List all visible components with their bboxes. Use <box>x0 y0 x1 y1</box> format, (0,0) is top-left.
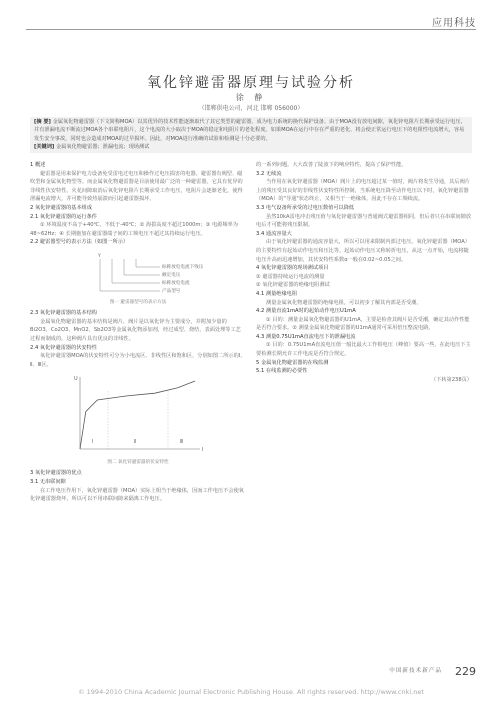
fig1-label-2: 标称放电电流下残压 <box>162 264 204 270</box>
section-4-3-title: 4.3 测量0.75U1mA直流电压下的泄漏电流 <box>256 333 356 340</box>
abstract-label: [摘 要] <box>34 119 51 125</box>
section-4-3-text: ① 目的：0.75U1mA直流电压值一般比最大工作相电压（峰值）要高一些，在此电压下主要检测长期允许工作电流是否符合规定。 <box>256 342 471 358</box>
right-column <box>256 161 472 384</box>
copyright: © 1994-2010 China Academic Journal Electronic Publishing House. All rights reserved. http://www.cnki.net <box>78 688 424 696</box>
author: 徐 静 <box>235 93 267 102</box>
journal-name: 中国新技术新产品 <box>389 668 442 674</box>
left-column <box>30 161 246 504</box>
section-4-2-title: 4.2 测量直流1mA时的起始动作电压U1mA <box>256 308 356 315</box>
region-2: Ⅱ <box>134 439 137 446</box>
section-2-title: 2 氧化锌避雷器的基本组成 <box>30 204 93 211</box>
section-1-title: 1 概述 <box>30 162 46 168</box>
section-4-2-text: ① 目的：测量金属氧化物避雷器的U1mA，主要是检查其阀片是否受潮，确定其动作性能是否符合要求。② 测量金属氧化物避雷器的U1mA通常可采用倍压整流电路。 <box>256 316 470 332</box>
section-3-2-title: 3.2 无续流 <box>256 170 282 177</box>
figure-1-caption: 图一 避雷器型号的表示方法 <box>109 299 167 305</box>
section-2-4-title: 2.4 氧化锌避雷器的伏安特性 <box>30 344 97 351</box>
section-5-title: 5 金属氧化物避雷器的在线监测 <box>256 359 329 366</box>
section-3-1-title: 3.1 无串联间隙 <box>30 479 66 486</box>
section-3-4-title: 3.4 通流容量大 <box>256 230 292 237</box>
continued-text: 的一系列问题。大大改善了陡波下的响应特性，提高了保护性能。 <box>256 162 407 168</box>
continued-note: （下转第238页） <box>430 376 472 383</box>
vi-curve <box>80 381 195 449</box>
paper-title: 氧化锌避雷器原理与试验分析 <box>147 75 355 91</box>
section-tag: 应用科技 <box>432 18 476 29</box>
section-2-2-title: 2.2 避雷器型号的表示方法（如图一所示） <box>30 239 129 246</box>
region-1: Ⅰ <box>92 439 94 446</box>
section-2-1-title: 2.1 氧化锌避雷器的运行条件 <box>30 213 97 220</box>
section-5-1-title: 5.1 在线监测的必要性 <box>256 368 308 375</box>
section-4-title: 4 氧化锌避雷器的现场测试项目 <box>256 265 329 272</box>
abstract-text: 金属氧化物避雷器（下文简称MOA）以其优异的技术性能逐渐取代了其它类型的避雷器，成为电力系统的换代保护设备。由于MOA没有放电间隙，氧化锌电阻片长期承受运行电压，并有泄漏电流不断流过MOA各个串联电阻片，这个电流的大小取决于MOA的稳定和电阻片的老化程度。如果MOA在运行中存在严重的老化、将会使正常运行电压下的电阻性电流增大，容易发生安全事故，同时也会造成对MOA的过早损坏。因此，对MOA进行准确的试验和检测是十分必要的。 <box>34 119 466 142</box>
section-2-1-text: ① 环境温度不高于+40℃，不低于-40℃；② 海拔高度不超过1000m；③ 电源频率为48~62Hz；④ 长期施加在避雷器端子间的工频电压不超过其持续运行电压。 <box>30 222 238 237</box>
fig1-label-5: 产品型号 <box>162 288 181 294</box>
section-4-item-1: ① 避雷器持续运行电流的测量 <box>256 273 325 280</box>
keywords-label: [关键词] <box>34 144 55 151</box>
region-3: Ⅲ <box>180 439 184 446</box>
section-2-4-text: 氧化锌避雷器MOA的伏安特性可分为小电流区、非线性区和饱和区，分别如图二所示的Ⅰ、Ⅱ、Ⅲ区。 <box>30 353 246 368</box>
section-2-3-title: 2.3 氧化锌避雷器的基本结构 <box>30 310 97 317</box>
fig1-label-4: 标称放电电流 <box>162 280 190 286</box>
affiliation: （邯郸供电公司，河北 邯郸 056000） <box>198 105 304 112</box>
header-rule <box>26 29 476 30</box>
page-number: 229 <box>455 665 476 678</box>
section-3-3-title: 3.3 电气设备所承受的过电压数值可以降低 <box>256 204 355 211</box>
section-4-1-text: 测量金属氧化物避雷器的绝缘电阻，可以初步了解其内部是否受潮。 <box>266 299 422 306</box>
section-3-title: 3 氧化锌避雷器的优点 <box>30 470 82 477</box>
keywords: 金属氧化物避雷器；泄漏电流；现场测试 <box>55 144 150 151</box>
section-4-item-2: ② 氧化锌避雷器的绝缘电阻测试 <box>256 282 330 289</box>
section-3-1-text: 在工作电压作用下，氧化锌避雷器（MOA）实际上相当于绝缘体，因而工作电压不会使氧化锌避雷器烧坏，所以可以不用串联间隙来隔离工作电压。 <box>30 487 244 503</box>
section-2-3-text: 金属氧化物避雷器的基本结构是阀片，阀片是以氧化锌为主要成分，并附加少量的Bi2O3、Co2O3、MnO2、Sb2O3等金属氧化物添加剂，经过成型、烧结、表面处理等工艺过程而制成的。这种阀片具有优良的非线性。 <box>30 318 241 342</box>
fig1-label-3: 额定电压 <box>162 272 181 278</box>
fig1-letter: Y <box>98 253 101 259</box>
y-axis-label: U <box>74 376 78 383</box>
figure-1 <box>30 249 246 307</box>
abstract-box <box>30 117 472 153</box>
section-1-text: 避雷器是用来保护电力设备免受雷电过电压和操作过电压损害的电器。避雷器有阀型、磁吹型和金属氧化物型等。而金属氧化物避雷器是目前使用最广泛的一种避雷器，它具有优异的非线性伏安特性。火花间隙取消后氧化锌电阻片长期承受工作电压，电阻片会逐渐老化，使得泄漏电流增大，并可能导致热崩溃而引起避雷器损坏。 <box>30 170 243 203</box>
figure-2 <box>30 371 246 467</box>
vi-curve-chart <box>30 371 246 455</box>
section-3-2-text: 当作用在氧化锌避雷器（MOA）阀片上的电压超过某一值时，阀片将发生导通，其后阀片上的残压受其良好的非线性伏安特性所控制，当系统电压降至动作电压以下时，氧化锌避雷器（MOA）的"导通"状态终止，又相当于一绝缘体，因此不存在工频续流。 <box>256 179 470 203</box>
x-axis-label: I <box>202 447 204 454</box>
figure-2-caption: 图二 氧化锌避雷器的伏安特性 <box>107 459 169 465</box>
section-4-1-title: 4.1 测量绝缘电阻 <box>256 290 298 297</box>
section-3-4-text: 由于氧化锌避雷器的通流容量大，所以可以用来限制内部过电压。氧化锌避雷器（MOA）的主要特性有起始动作电压和压比等。起始动作电压又称转折电压，从这一点开始，电流将随电压升高而迅速增加，其伏安特性系数α一般在0.02~0.05之间。 <box>256 239 470 263</box>
section-3-3-text: 虽然10kA雷电冲击残压值与氧化锌避雷器与普通阀式避雷器相同，但后者只在串联间隙放电后才可能将残压限制。 <box>256 213 472 229</box>
